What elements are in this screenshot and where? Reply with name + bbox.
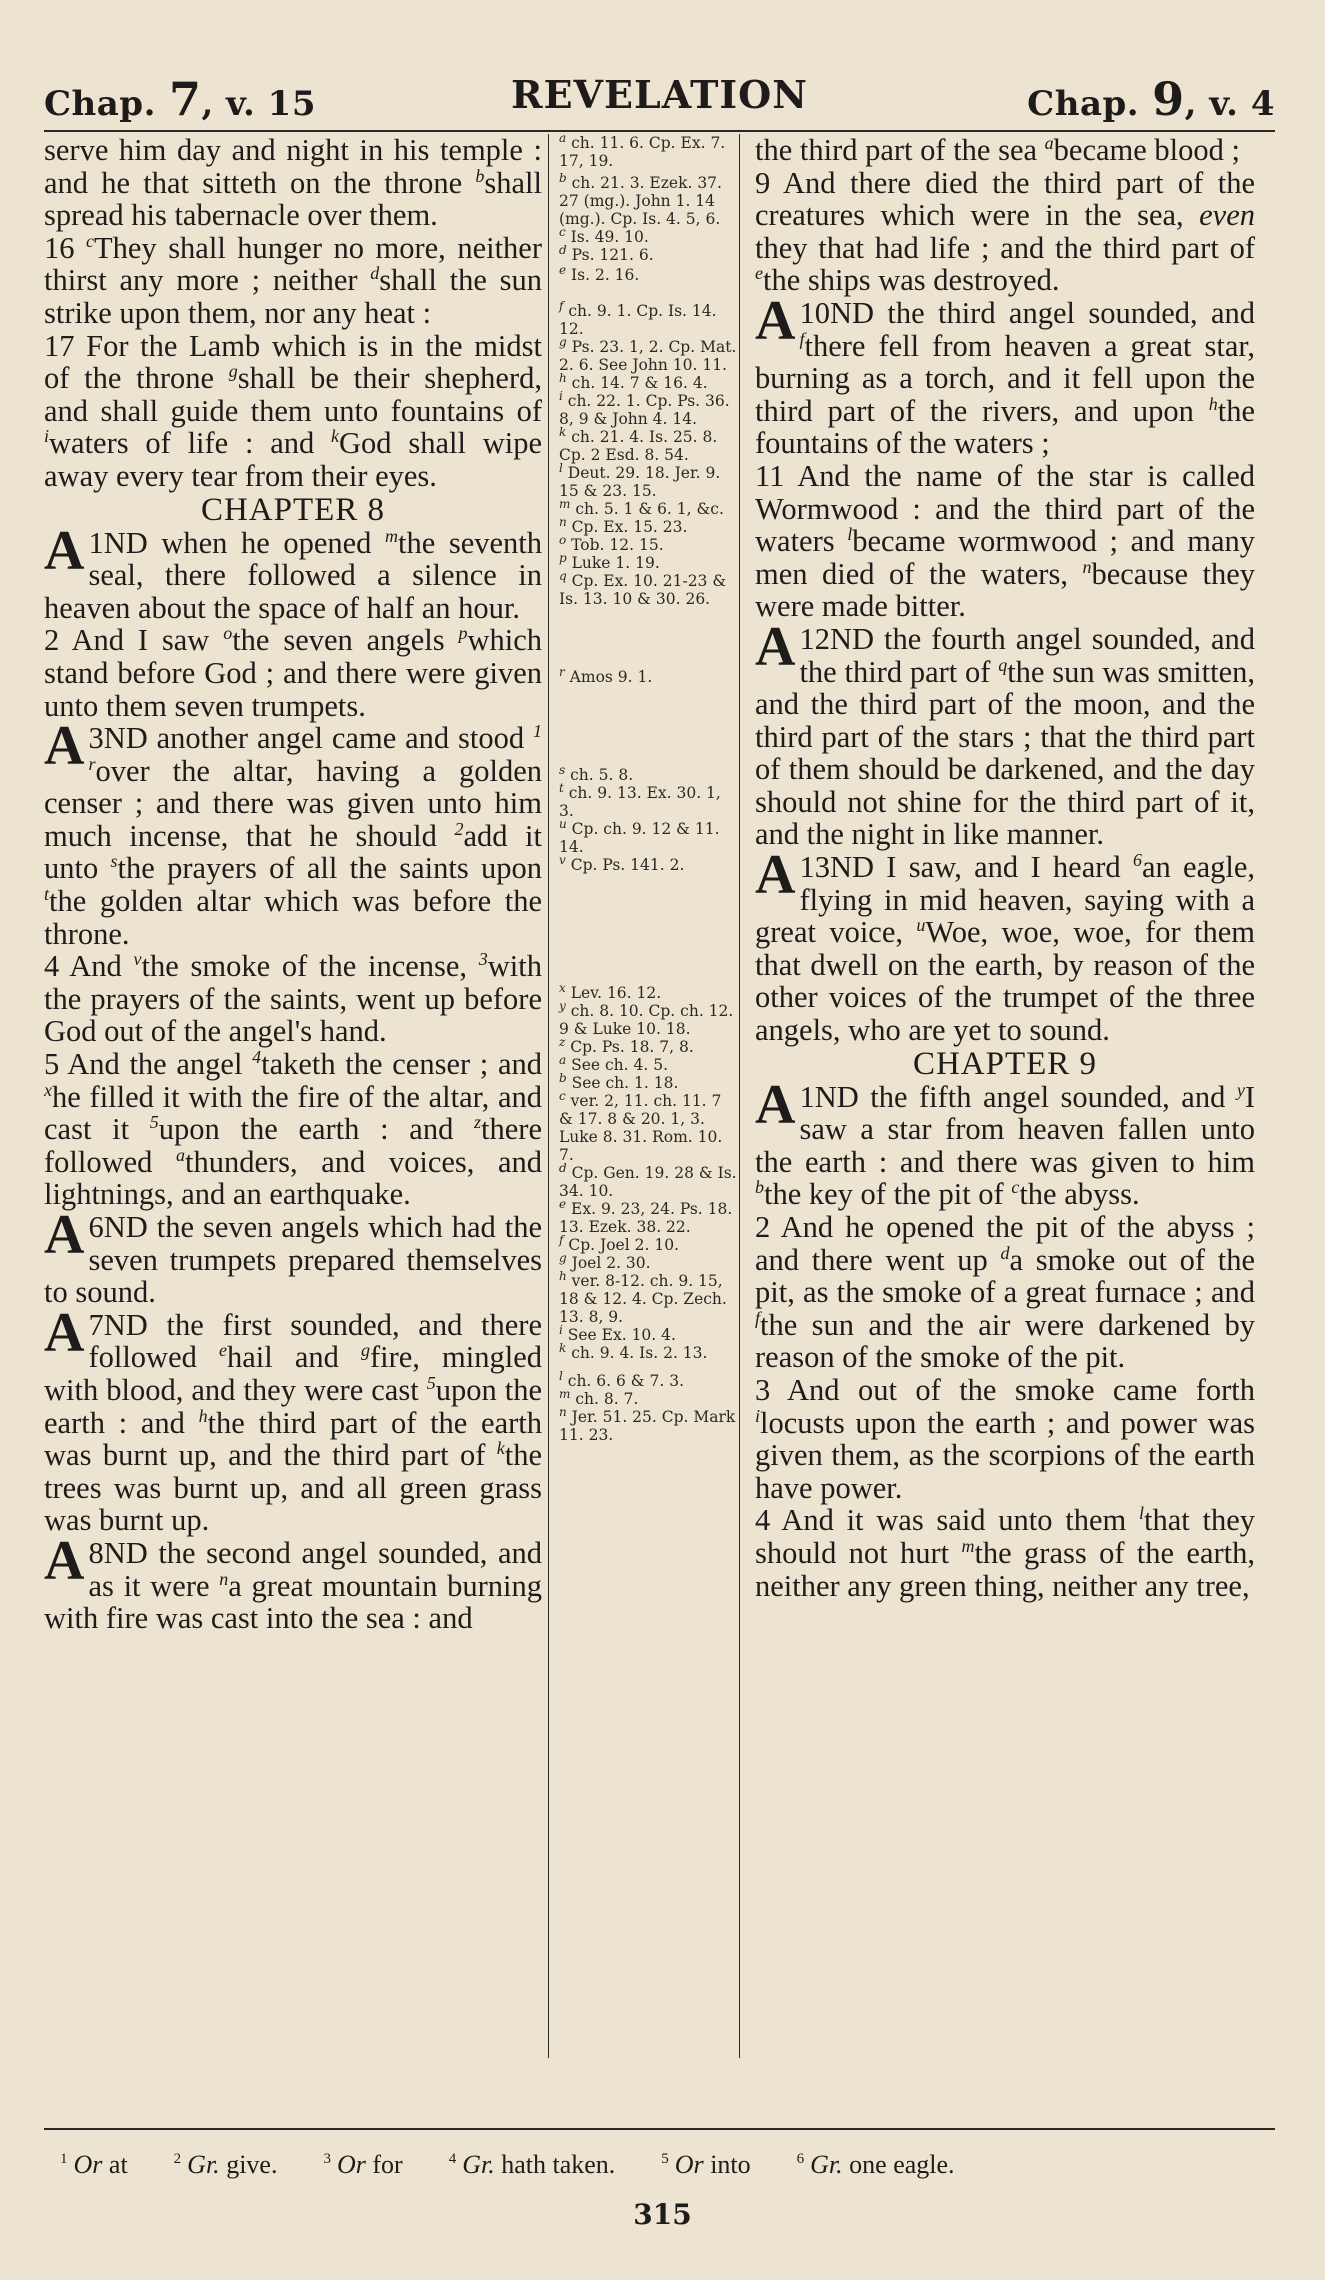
footnote: $^2$ Gr. give. [173,2150,278,2179]
header-right-chapter-number: 9 [1152,72,1185,126]
verse-paragraph-with-drop-cap: 10 A ND the third angel sounded, and $^f$there fell from heaven a great star, burning as a torch, and it fell upon the third part of the rivers, and upon $^h$the fountains of the waters ; [755,289,1255,461]
verse-paragraph: 4 And it was said unto them $^l$that they should not hurt $^m$the grass of the earth, neither any green thing, neither any tree, [755,1503,1255,1603]
marginal-reference: $^z$ Cp. Ps. 18. 7, 8. [559,1034,694,1056]
verse-number: 1 [88,525,104,560]
marginal-reference: $^f$ Cp. Joel 2. 10. [559,1232,679,1254]
marginal-reference: $^c$ Is. 49. 10. [559,224,649,246]
marginal-reference: $^g$ Joel 2. 30. [559,1250,651,1272]
footnotes [60,2150,1270,2180]
verse-paragraph: 2 And he opened the pit of the abyss ; and there went up $^d$a smoke out of the pit, as the smoke of a great furnace ; and $^f$the sun and the air were darkened by reason of the smoke of the pit. [755,1210,1255,1375]
marginal-notes [559,130,739,1444]
verse-paragraph: 11 And the name of the star is called Wormwood : and the third part of the waters $^l$became wormwood ; and many men died of the waters, $^n$because they were made bitter. [755,458,1256,624]
verse-paragraph: 4 And $^v$the smoke of the incense, $^3$with the prayers of the saints, went up before God out of the angel's hand. [44,949,542,1049]
marginal-reference: $^v$ Cp. Ps. 141. 2. [559,852,685,874]
marginal-reference: $^h$ ch. 14. 7 & 16. 4. [559,370,708,392]
verse-paragraph-with-drop-cap: 1 A ND the fifth angel sounded, and $^y$I saw a star from heaven fallen unto the earth : and there was given to him $^b$the key of the pit of $^c$the abyss. [755,1073,1255,1212]
running-header [44,60,1275,132]
right-text-column [755,134,1255,2058]
marginal-reference: $^h$ ver. 8-12. ch. 9. 15, 18 & 12. 4. Cp. Zech. 13. 8, 9. [559,1268,727,1326]
verse-number: 12 [799,621,830,656]
verse-paragraph: 2 And I saw $^o$the seven angels $^p$which stand before God ; and there were given unto them seven trumpets. [44,623,543,723]
marginal-reference: $^f$ ch. 9. 1. Cp. Is. 14. 12. [559,298,717,338]
drop-cap: A [44,1204,85,1266]
left-text-column [44,134,542,2058]
marginal-reference: $^a$ ch. 11. 6. Cp. Ex. 7. 17, 19. [559,130,726,170]
marginal-reference: $^x$ Lev. 16. 12. [559,980,662,1002]
verse-paragraph-with-drop-cap: 6 A ND the seven angels which had the seven trumpets prepared themselves to sound. [44,1204,542,1310]
verse-number: 1 [799,1079,815,1114]
marginal-reference: $^g$ Ps. 23. 1, 2. Cp. Mat. 2. 6. See John 10. 11. [559,334,737,374]
marginal-reference: $^c$ ver. 2, 11. ch. 11. 7 & 17. 8 & 20. 1, 3. Luke 8. 31. Rom. 10. 7. [559,1088,723,1164]
marginal-reference: $^y$ ch. 8. 10. Cp. ch. 12. 9 & Luke 10. 18. [559,998,734,1038]
footnote: $^6$ Gr. one eagle. [796,2150,955,2179]
verse-number: 8 [88,1535,104,1570]
marginal-reference: $^l$ Deut. 29. 18. Jer. 9. 15 & 23. 15. [559,460,721,500]
verse-paragraph-with-drop-cap: 12 A ND the fourth angel sounded, and the third part of $^q$the sun was smitten, and the third part of the moon, and the third part of the stars ; that the third part of them should be darkened, and the day should not shine for the third part of it, and the night in like manner. [755,615,1255,852]
marginal-references-column [548,130,740,2058]
drop-cap: A [755,844,796,907]
marginal-reference: $^e$ Is. 2. 16. [559,262,640,284]
drop-cap: A [44,1301,85,1364]
verse-paragraph: 5 And the angel $^4$taketh the censer ; and $^x$he filled it with the fire of the altar, and cast it $^5$upon the earth : and $^z$there followed $^a$thunders, and voices, and lightnings, and an earthquake. [44,1046,543,1212]
marginal-reference: $^o$ Tob. 12. 15. [559,532,664,554]
marginal-reference: $^p$ Luke 1. 19. [559,550,660,572]
drop-cap: A [755,1073,796,1136]
marginal-reference: $^b$ ch. 21. 3. Ezek. 37. 27 (mg.). John 1. 14 (mg.). Cp. Is. 4. 5, 6. [559,170,722,228]
footnote: $^4$ Gr. hath taken. [448,2150,616,2179]
marginal-reference: $^q$ Cp. Ex. 10. 21-23 & Is. 13. 10 & 30. 26. [559,568,727,608]
verse-paragraph: 9 And there died the third part of the creatures which were in the sea, even they that had life ; and the third part of $^e$the ships was destroyed. [755,165,1255,298]
header-left-verse: , v. 15 [201,84,316,124]
drop-cap: A [44,519,85,582]
verse-paragraph: 17 For the Lamb which is in the midst of the throne $^g$shall be their shepherd, and shall guide them unto fountains of $^i$waters of life : and $^k$God shall wipe away every tear from their eyes. [44,328,542,493]
marginal-reference: $^n$ Cp. Ex. 15. 23. [559,514,688,536]
drop-cap: A [44,715,85,778]
verse-paragraph-with-drop-cap: 3 A ND another angel came and stood $^{1 r}$over the altar, having a golden censer ; and there was given unto him much incense, that he should $^2$add it unto $^s$the prayers of all the saints upon $^t$the golden altar which was before the throne. [44,715,542,951]
marginal-reference: $^e$ Ex. 9. 23, 24. Ps. 18. 13. Ezek. 38. 22. [559,1196,733,1236]
marginal-reference: $^k$ ch. 21. 4. Is. 25. 8. Cp. 2 Esd. 8. 54. [559,424,718,464]
marginal-reference: $^k$ ch. 9. 4. Is. 2. 13. [559,1340,708,1362]
drop-cap: A [755,289,796,352]
marginal-reference: $^i$ ch. 22. 1. Cp. Ps. 36. 8, 9 & John 4. 14. [559,388,730,428]
right-column-text [755,134,1255,1602]
verse-number: 3 [88,721,104,756]
left-column-text [44,134,542,1635]
header-left-chapter-number: 7 [168,72,202,126]
footnote: $^5$ Or into [661,2150,751,2179]
chapter-heading: CHAPTER 8 [200,491,386,528]
header-right-reference [1027,72,1275,126]
marginal-reference: $^i$ See Ex. 10. 4. [559,1322,676,1344]
verse-number: 10 [799,295,830,330]
marginal-reference: $^d$ Cp. Gen. 19. 28 & Is. 34. 10. [559,1160,737,1200]
page-number: 315 [633,2198,692,2231]
marginal-reference: $^r$ Amos 9. 1. [559,664,653,686]
verse-paragraph: 3 And out of the smoke came forth $^i$locusts upon the earth ; and power was given them, as the scorpions of the earth have power. [755,1372,1255,1505]
book-title: REVELATION [510,72,808,117]
drop-cap: A [755,615,796,678]
verse-paragraph: 16 $^c$They shall hunger no more, neither thirst any more ; neither $^d$shall the sun strike upon them, nor any heat : [44,230,542,330]
header-right-verse: , v. 4 [1184,84,1275,124]
verse-number: 13 [799,850,830,885]
verse-paragraph: serve him day and night in his temple : and he that sitteth on the throne $^b$shall spread his tabernacle over them. [44,133,542,233]
header-left-chap: Chap. [44,84,156,124]
verse-number: 7 [88,1307,104,1342]
marginal-reference: $^s$ ch. 5. 8. [559,762,634,784]
chapter-heading: CHAPTER 9 [912,1045,1098,1082]
verse-paragraph-with-drop-cap: 13 A ND I saw, and I heard $^6$an eagle, flying in mid heaven, saying with a great voice, $^u$Woe, woe, woe, for them that dwell on the earth, by reason of the other voices of the trumpet of the three angels, who are yet to sound. [755,844,1255,1048]
verse-paragraph: the third part of the sea $^a$became blood ; [755,132,1240,167]
marginal-reference: $^l$ ch. 6. 6 & 7. 3. [559,1368,685,1390]
marginal-reference: $^m$ ch. 8. 7. [559,1386,639,1408]
marginal-reference: $^m$ ch. 5. 1 & 6. 1, &c. [559,496,724,518]
drop-cap: A [44,1529,85,1592]
marginal-reference: $^d$ Ps. 121. 6. [559,242,654,264]
footnote: $^1$ Or at [60,2150,128,2179]
marginal-reference: $^t$ ch. 9. 13. Ex. 30. 1, 3. [559,780,721,820]
marginal-reference: $^n$ Jer. 51. 25. Cp. Mark 11. 23. [559,1404,736,1444]
footnote-divider [44,2128,1275,2130]
verse-paragraph-with-drop-cap: 8 A ND the second angel sounded, and as it were $^n$a great mountain burning with fire was cast into the sea : and [44,1529,542,1636]
verse-number: 6 [88,1210,104,1244]
footnote: $^3$ Or for [323,2150,403,2179]
marginal-reference: $^b$ See ch. 1. 18. [559,1070,679,1092]
verse-paragraph-with-drop-cap: 7 A ND the first sounded, and there followed $^e$hail and $^g$fire, mingled with blood, and they were cast $^5$upon the earth : and $^h$the third part of the earth was burnt up, and the third part of $^k$the trees was burnt up, and all green grass was burnt up. [44,1301,543,1538]
marginal-reference: $^u$ Cp. ch. 9. 12 & 11. 14. [559,816,720,856]
verse-paragraph-with-drop-cap: 1 A ND when he opened $^m$the seventh seal, there followed a silence in heaven about the space of half an hour. [44,519,542,625]
marginal-reference: $^a$ See ch. 4. 5. [559,1052,668,1074]
header-right-chap: Chap. [1027,84,1140,124]
